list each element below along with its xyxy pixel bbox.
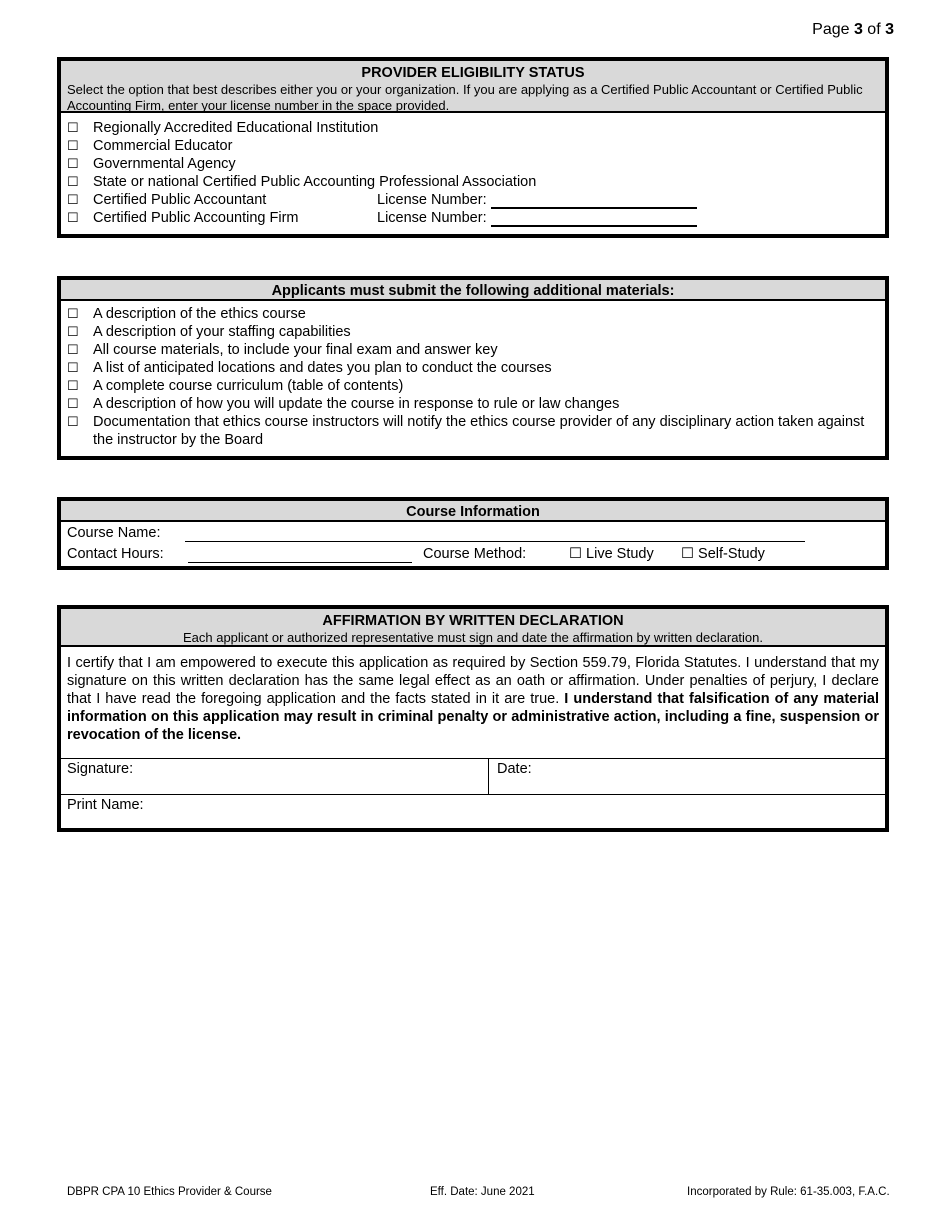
material-item[interactable]: ☐ A complete course curriculum (table of contents) [61,377,877,395]
checkbox[interactable]: ☐ [67,306,79,321]
checkbox[interactable]: ☐ [67,174,79,189]
checkbox[interactable]: ☐ [67,156,79,171]
course-name-label: Course Name: [67,525,161,541]
self-study-option[interactable]: ☐ Self-Study [681,546,765,562]
course-method-label: Course Method: [423,546,527,562]
material-item[interactable]: ☐ All course materials, to include your final exam and answer key [61,341,877,359]
eligibility-option[interactable]: ☐ Governmental Agency [61,155,885,173]
eligibility-option[interactable]: ☐ Certified Public Accounting Firm License Number: [61,209,885,227]
checkbox[interactable]: ☐ [67,414,79,429]
checkbox[interactable]: ☐ [67,378,79,393]
eligibility-option[interactable]: ☐ Commercial Educator [61,137,885,155]
checkbox[interactable]: ☐ [67,120,79,135]
checkbox[interactable]: ☐ [67,360,79,375]
affirmation-subtitle: Each applicant or authorized representative must sign and date the affirmation by written declaration. [182,630,764,645]
material-item[interactable]: ☐ A description of your staffing capabilities [61,323,877,341]
material-item[interactable]: ☐ Documentation that ethics course instructors will notify the ethics course provider of any disciplinary action taken against the instructor by the Board [61,413,877,449]
checkbox[interactable]: ☐ [67,210,79,225]
course-name-field[interactable] [185,526,805,542]
checkbox[interactable]: ☐ [569,546,582,562]
live-study-option[interactable]: ☐ Live Study [569,546,654,562]
firm-license-field[interactable] [491,209,697,227]
checkbox[interactable]: ☐ [67,138,79,153]
checkbox[interactable]: ☐ [67,396,79,411]
affirmation-section [57,605,889,832]
eligibility-option[interactable]: ☐ Regionally Accredited Educational Institution [61,119,885,137]
contact-hours-label: Contact Hours: [67,546,164,562]
eligibility-section [57,57,889,238]
checkbox[interactable]: ☐ [67,342,79,357]
material-item[interactable]: ☐ A description of how you will update the course in response to rule or law changes [61,395,877,413]
footer-form-id: DBPR CPA 10 Ethics Provider & Course [67,1186,272,1198]
course-title: Course Information [406,504,540,520]
checkbox[interactable]: ☐ [67,192,79,207]
contact-hours-field[interactable] [188,547,412,563]
checkbox[interactable]: ☐ [67,324,79,339]
page-number: Page 3 of 3 [812,21,894,38]
signature-field[interactable]: Signature: [61,759,489,794]
footer-eff-date: Eff. Date: June 2021 [430,1186,535,1198]
footer-rule: Incorporated by Rule: 61-35.003, F.A.C. [687,1186,890,1198]
course-section [57,497,889,570]
print-name-field[interactable]: Print Name: [61,794,885,829]
materials-title: Applicants must submit the following additional materials: [271,283,675,299]
eligibility-option[interactable]: ☐ State or national Certified Public Accounting Professional Association [61,173,885,191]
material-item[interactable]: ☐ A list of anticipated locations and dates you plan to conduct the courses [61,359,877,377]
eligibility-title: PROVIDER ELIGIBILITY STATUS [361,65,585,81]
eligibility-instructions: Select the option that best describes either you or your organization. If you are applying as a Certified Public Accountant or Certified Public Accounting Firm, enter your license number in the space provided. [67,82,863,113]
affirmation-text: I certify that I am empowered to execute this application as required by Section 559.79, Florida Statutes. I understand that my signature on this written declaration has the same legal effect as an oath or affirmation. Under penalties of perjury, I declare that I have read the foregoing application and the facts stated in it are true. I understand that falsification of any material information on this application may result in criminal penalty or administrative action, including a fine, suspension or revocation of the license. [67,655,879,743]
material-item[interactable]: ☐ A description of the ethics course [61,305,877,323]
eligibility-option[interactable]: ☐ Certified Public Accountant License Number: [61,191,885,209]
cpa-license-field[interactable] [491,191,697,209]
affirmation-title: AFFIRMATION BY WRITTEN DECLARATION [322,613,624,629]
checkbox[interactable]: ☐ [681,546,694,562]
materials-section [57,276,889,460]
date-field[interactable]: Date: [497,761,532,777]
